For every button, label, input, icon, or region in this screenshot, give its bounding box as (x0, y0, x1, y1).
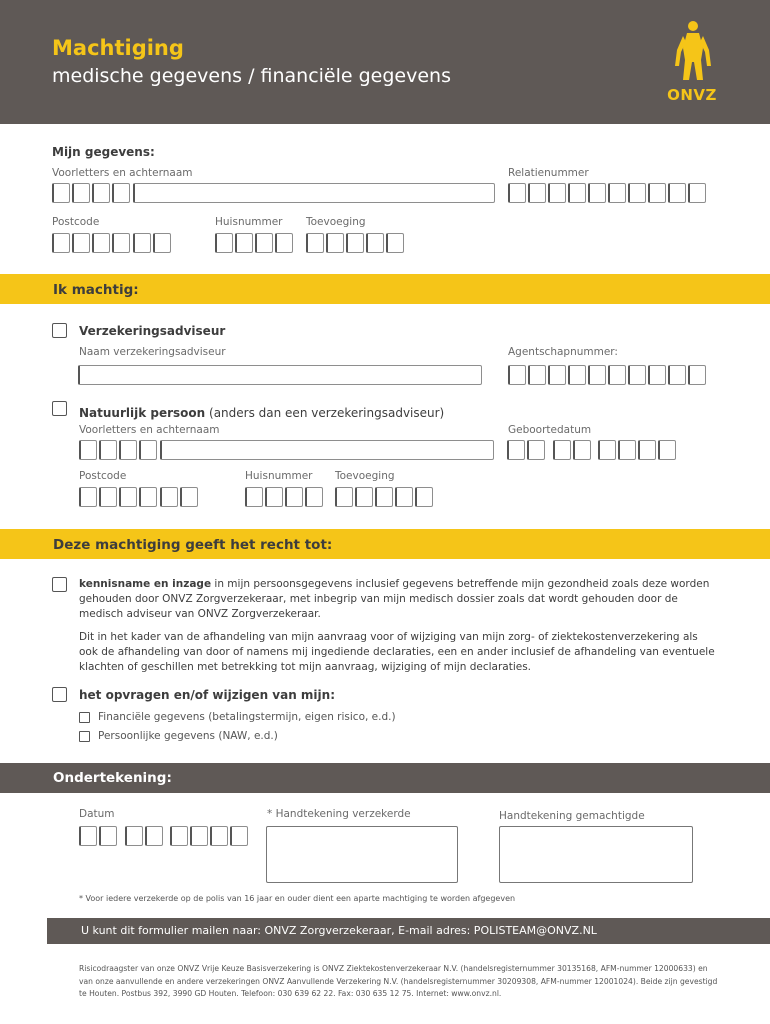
section-ik-machtig-heading: Ik machtig: (53, 282, 139, 298)
mail-instructions-bar: U kunt dit formulier mailen naar: ONVZ Zorgverzekeraar, E-mail adres: POLISTEAM@ONVZ.NL (47, 918, 770, 944)
agentschapnummer-input[interactable] (508, 365, 706, 385)
datum-maand-input[interactable] (125, 826, 163, 846)
postcode-letters-input[interactable] (133, 233, 171, 253)
voorletters-input[interactable] (52, 183, 130, 203)
section-ondertekening-heading: Ondertekening: (53, 770, 172, 786)
opvragen-checkbox[interactable] (52, 687, 67, 702)
relatienummer-input[interactable] (508, 183, 706, 203)
persoonlijke-gegevens-checkbox[interactable] (79, 731, 90, 742)
label-datum: Datum (79, 808, 115, 820)
footnote: * Voor iedere verzekerde op de polis van 16 jaar en ouder dient een aparte machtiging te worden afgegeven (79, 894, 516, 903)
logo-text: ONVZ (667, 86, 717, 104)
label-persoon-toevoeging: Toevoeging (335, 470, 395, 482)
page-header (0, 0, 770, 124)
financiele-gegevens-label: Financiële gegevens (betalingstermijn, eigen risico, e.d.) (98, 711, 396, 723)
kennisname-bold: kennisname en inzage (79, 578, 212, 590)
kennisname-paragraph (79, 577, 719, 622)
natuurlijk-persoon-title: Natuurlijk persoon (79, 406, 206, 420)
verzekeringsadviseur-checkbox[interactable] (52, 323, 67, 338)
onvz-logo (657, 20, 727, 104)
persoon-huisnummer-input[interactable] (245, 487, 323, 507)
persoon-postcode-letters-input[interactable] (160, 487, 198, 507)
natuurlijk-persoon-checkbox[interactable] (52, 401, 67, 416)
form-title: Machtiging (52, 36, 184, 60)
label-persoon-huisnummer: Huisnummer (245, 470, 313, 482)
label-handtekening-verzekerde: * Handtekening verzekerde (267, 808, 411, 820)
form-subtitle: medische gegevens / financiële gegevens (52, 65, 451, 87)
verzekeringsadviseur-label: Verzekeringsadviseur (79, 324, 226, 338)
label-postcode: Postcode (52, 216, 100, 228)
persoon-toevoeging-input[interactable] (335, 487, 433, 507)
label-voorletters: Voorletters en achternaam (52, 167, 193, 179)
achternaam-input[interactable] (133, 183, 495, 203)
natuurlijk-persoon-label (79, 402, 444, 421)
label-relatienummer: Relatienummer (508, 167, 589, 179)
kennisname-text: in mijn persoonsgegevens inclusief gegevens betreffende mijn gezondheid zoals deze worden gehouden door ONVZ Zorgverzekeraar, met inbegrip van mijn medisch dossier zoals dat wordt gehouden door de medisch adviseur van ONVZ Zorgverzekeraar. (79, 578, 710, 620)
section-ondertekening-band (0, 763, 770, 793)
geboortedatum-dag-input[interactable] (507, 440, 545, 460)
opvragen-label: het opvragen en/of wijzigen van mijn: (79, 688, 335, 702)
datum-dag-input[interactable] (79, 826, 117, 846)
kennisname-checkbox[interactable] (52, 577, 67, 592)
label-handtekening-gemachtigde: Handtekening gemachtigde (499, 810, 645, 822)
naam-adviseur-input[interactable] (78, 365, 482, 385)
label-persoon-voorletters: Voorletters en achternaam (79, 424, 220, 436)
geboortedatum-jaar-input[interactable] (598, 440, 676, 460)
natuurlijk-persoon-note: (anders dan een verzekeringsadviseur) (205, 406, 445, 420)
persoonlijke-gegevens-label: Persoonlijke gegevens (NAW, e.d.) (98, 730, 278, 742)
section-ik-machtig-band (0, 274, 770, 304)
handtekening-gemachtigde-box[interactable] (499, 826, 693, 883)
financiele-gegevens-checkbox[interactable] (79, 712, 90, 723)
geboortedatum-maand-input[interactable] (553, 440, 591, 460)
section-recht-heading: Deze machtiging geeft het recht tot: (53, 537, 333, 553)
datum-jaar-input[interactable] (170, 826, 248, 846)
label-naam-adviseur: Naam verzekeringsadviseur (79, 346, 226, 358)
postcode-digits-input[interactable] (52, 233, 130, 253)
label-huisnummer: Huisnummer (215, 216, 283, 228)
section-mijn-gegevens-heading: Mijn gegevens: (52, 145, 155, 159)
figure-logo-icon (657, 20, 727, 86)
persoon-achternaam-input[interactable] (160, 440, 494, 460)
label-geboortedatum: Geboortedatum (508, 424, 592, 436)
handtekening-verzekerde-box[interactable] (266, 826, 458, 883)
persoon-voorletters-input[interactable] (79, 440, 157, 460)
persoon-postcode-digits-input[interactable] (79, 487, 157, 507)
label-toevoeging: Toevoeging (306, 216, 366, 228)
huisnummer-input[interactable] (215, 233, 293, 253)
kader-paragraph: Dit in het kader van de afhandeling van mijn aanvraag voor of wijziging van mijn zorg- of ziektekostenverzekering als ook de afhandeling van door of namens mij ingediende declaraties, een en ander inclusief de afhandeling van eventuele klachten of geschillen met betrekking tot mijn aanvraag, wijziging of mijn declaraties. (79, 631, 715, 673)
label-persoon-postcode: Postcode (79, 470, 127, 482)
label-agentschapnummer: Agentschapnummer: (508, 346, 618, 358)
section-recht-band (0, 529, 770, 559)
toevoeging-input[interactable] (306, 233, 404, 253)
legal-text: Risicodraagster van onze ONVZ Vrije Keuze Basisverzekering is ONVZ Ziektekostenverzekeraar N.V. (handelsregisternummer 30135168, AFM-nummer 12000633) en van onze aanvullende en andere verzekeringen ONVZ Aanvullende Verzekering N.V. (handelsregisternummer 30209308, AFM-nummer 12001024). Beide zijn gevestigd te Houten. Postbus 392, 3990 GD Houten. Telefoon: 030 639 62 22. Fax: 030 635 12 75. Internet: www.onvz.nl. (79, 964, 718, 998)
